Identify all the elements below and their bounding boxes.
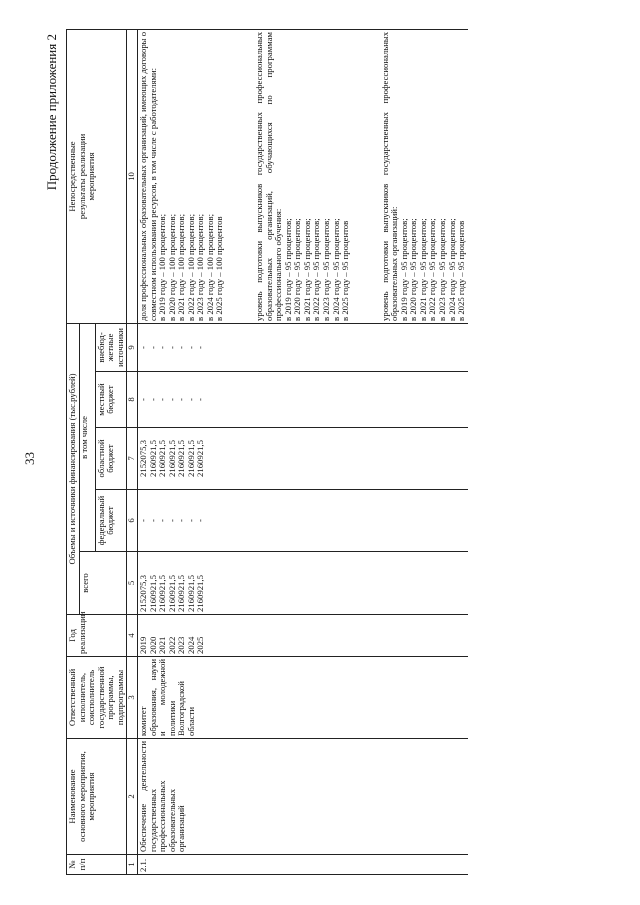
result-line: в 2025 году – 95 процентов <box>340 220 351 321</box>
colnum-5: 5 <box>127 552 138 615</box>
colnum-7: 7 <box>127 428 138 490</box>
result-intro: уровень подготовки выпускников государственных профессиональных образовательных организаций: <box>379 31 400 321</box>
column-numbers-row <box>127 29 138 874</box>
result-line: в 2021 году – 100 процентов; <box>176 214 187 321</box>
total-value: 2160921,5 <box>176 575 187 612</box>
year-value: 2019 <box>137 636 148 654</box>
local-value: - <box>137 398 148 401</box>
row-local <box>137 372 467 428</box>
header-regional: областной бюджет <box>95 428 127 490</box>
local-value: - <box>176 398 187 401</box>
result-line: в 2024 году – 95 процентов; <box>446 218 457 321</box>
result-line: в 2024 году – 100 процентов; <box>204 214 215 321</box>
local-value: - <box>147 398 158 401</box>
result-line: в 2020 году – 95 процентов; <box>292 218 303 321</box>
colnum-6: 6 <box>127 490 138 552</box>
regional-value: 2160921,5 <box>195 440 206 477</box>
row-executor: комитет образования, науки и молодежной политики Волгоградской области <box>137 657 467 739</box>
year-value: 2023 <box>176 636 187 654</box>
local-value: - <box>195 398 206 401</box>
regional-value: 2152075,3 <box>137 440 148 477</box>
row-years <box>137 615 467 657</box>
year-value: 2022 <box>166 636 177 654</box>
header-num: № п/п <box>67 855 127 875</box>
table-row <box>137 29 467 874</box>
row-name: Обеспечение деятельности государственных профессиональных образовательных организаций <box>137 739 467 855</box>
result-line: в 2024 году – 95 процентов; <box>330 218 341 321</box>
regional-value: 2160921,5 <box>176 440 187 477</box>
result-line: в 2023 году – 95 процентов; <box>437 218 447 321</box>
colnum-4: 4 <box>127 615 138 657</box>
header-local: местный бюджет <box>95 372 127 428</box>
local-value: - <box>185 398 196 401</box>
total-value: 2160921,5 <box>157 575 168 612</box>
external-value: - <box>147 346 158 349</box>
federal-value: - <box>195 519 206 522</box>
year-value: 2020 <box>147 636 158 654</box>
result-line: в 2021 году – 95 процентов; <box>417 218 428 321</box>
result-line: в 2019 году – 100 процентов; <box>157 214 168 321</box>
year-value: 2021 <box>157 636 168 654</box>
regional-value: 2160921,5 <box>157 440 168 477</box>
page-number: 33 <box>22 452 37 465</box>
federal-value: - <box>157 519 168 522</box>
external-value: - <box>185 346 196 349</box>
result-line: в 2019 году – 95 процентов; <box>282 218 293 321</box>
result-line: в 2023 году – 100 процентов; <box>195 214 206 321</box>
external-value: - <box>166 346 177 349</box>
header-including: в том числе <box>79 323 95 551</box>
regional-value: 2160921,5 <box>185 440 196 477</box>
result-intro: доля профессиональных образовательных организаций, имеющих договоры о совместном использовании ресурсов, в том числе с работодателями: <box>137 31 158 321</box>
header-federal: федеральный бюджет <box>95 490 127 552</box>
row-results <box>137 29 467 323</box>
external-value: - <box>195 346 206 349</box>
federal-value: - <box>176 519 187 522</box>
result-line: в 2021 году – 95 процентов; <box>301 218 312 321</box>
regional-value: 2160921,5 <box>166 440 177 477</box>
colnum-2: 2 <box>127 739 138 855</box>
total-value: 2152075,3 <box>137 575 148 612</box>
total-value: 2160921,5 <box>185 575 196 612</box>
year-value: 2024 <box>185 636 196 654</box>
row-external <box>137 323 467 371</box>
row-regional <box>137 428 467 490</box>
header-year: Год реализации <box>67 615 127 657</box>
header-exec: Ответственный исполнитель, соисполнитель государственной программы, подпрограммы <box>67 657 127 739</box>
continuation-title: Продолжение приложения 2 <box>44 34 59 191</box>
federal-value: - <box>185 519 196 522</box>
total-value: 2160921,5 <box>195 575 206 612</box>
federal-value: - <box>137 519 148 522</box>
program-table <box>66 29 468 875</box>
federal-value: - <box>147 519 158 522</box>
row-federal <box>137 490 467 552</box>
colnum-8: 8 <box>127 372 138 428</box>
external-value: - <box>157 346 168 349</box>
result-line: в 2025 году – 95 процентов <box>456 220 467 321</box>
result-line: в 2022 году – 95 процентов; <box>427 218 438 321</box>
header-row-1 <box>67 29 80 874</box>
row-total <box>137 552 467 615</box>
header-name: Наименование основного мероприятия, мероприятия <box>67 739 127 855</box>
total-value: 2160921,5 <box>166 575 177 612</box>
colnum-1: 1 <box>127 855 138 875</box>
local-value: - <box>157 398 168 401</box>
result-line: в 2023 году – 95 процентов; <box>320 218 331 321</box>
year-value: 2025 <box>195 636 206 654</box>
colnum-9: 9 <box>127 323 138 371</box>
header-total: всего <box>79 552 127 615</box>
regional-value: 2160921,5 <box>147 440 158 477</box>
result-line: в 2022 году – 100 процентов; <box>185 214 196 321</box>
local-value: - <box>166 398 177 401</box>
header-financing: Объемы и источники финансирования (тыс.рублей) <box>67 323 80 614</box>
header-external: внебюд- жетные источники <box>95 323 127 371</box>
colnum-10: 10 <box>127 29 138 323</box>
result-line: в 2020 году – 95 процентов; <box>408 218 419 321</box>
row-num: 2.1. <box>137 855 467 875</box>
colnum-3: 3 <box>127 657 138 739</box>
external-value: - <box>137 346 148 349</box>
result-intro: уровень подготовки выпускников государственных профессиональных образовательных организаций, обучающихся по программам профессионального обучения: <box>254 31 284 321</box>
result-line: в 2020 году – 100 процентов; <box>166 214 177 321</box>
header-results: Непосредственные результаты реализации мероприятия <box>67 29 127 323</box>
total-value: 2160921,5 <box>147 575 158 612</box>
result-line: в 2025 году – 100 процентов <box>214 216 225 321</box>
result-line: в 2022 году – 95 процентов; <box>311 218 322 321</box>
federal-value: - <box>166 519 177 522</box>
result-line: в 2019 году – 95 процентов; <box>398 218 409 321</box>
external-value: - <box>176 346 187 349</box>
